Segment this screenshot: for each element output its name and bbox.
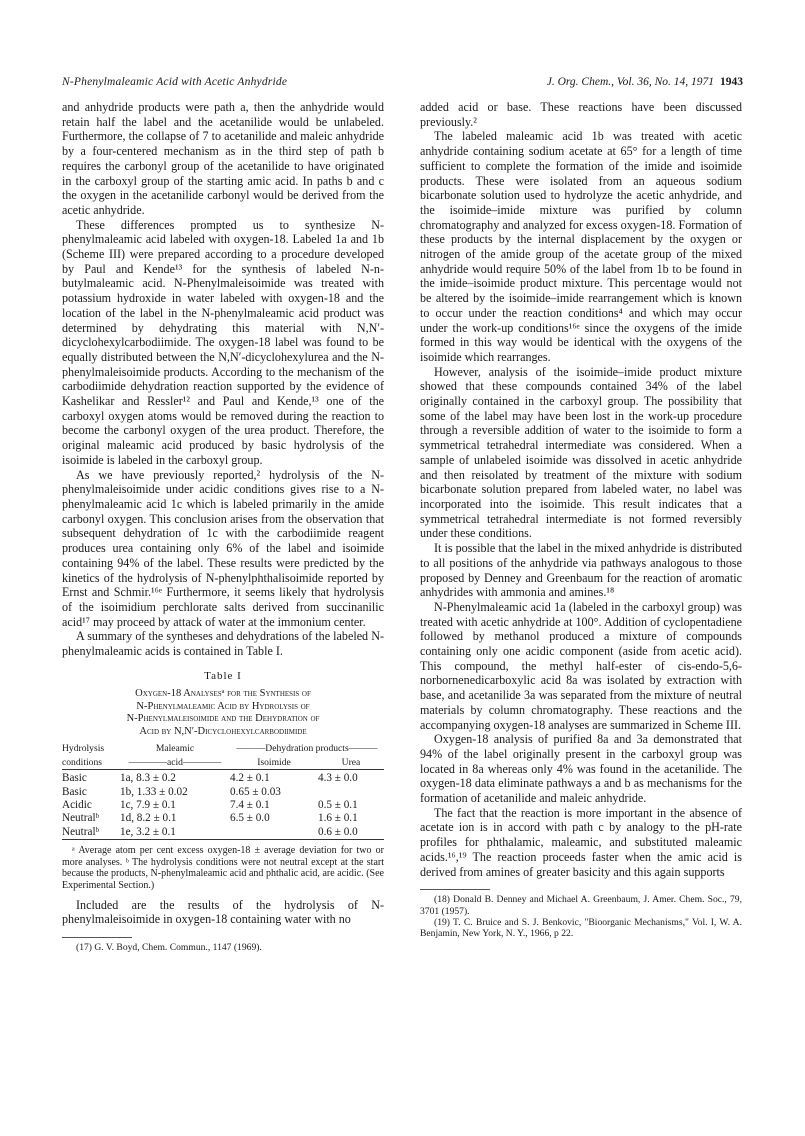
table-1 [62,669,384,892]
footnote-divider [62,937,132,938]
table-row: Neutralᵇ 1d, 8.2 ± 0.1 6.5 ± 0.0 1.6 ± 0.1 [62,812,358,825]
paragraph: It is possible that the label in the mixed anhydride is distributed to all positions of the anhydride via pathways analogous to those proposed by Denney and Greenbaum for the reaction of aromatic anhydrides with ammonia and amines.¹⁸ [420,541,742,600]
footnote: (18) Donald B. Denney and Michael A. Greenbaum, J. Amer. Chem. Soc., 79, 3701 (1957). [420,894,742,917]
paragraph: These differences prompted us to synthesize N-phenylmaleamic acid labeled with oxygen-18. Labeled 1a and 1b (Scheme III) were prepared according to a procedure developed by Paul and Kende¹³ for the synthesis of labeled N-n-butylmaleamic acid. N-Phenylmaleisoimide was treated with potassium hydroxide in water labeled with oxygen-18 and the location of the label in the N-phenylmaleamic acid product was determined by dehydrating this material with N,N′-dicyclohexylcarbodiimide. The oxygen-18 label was found to be equally distributed between the N,N′-dicyclohexylurea and the N-phenylmaleisoimide products. According to the mechanism of the carbodiimide dehydration reaction supported by the evidence of Kashelikar and Ressler¹² and Paul and Kende,¹³ one of the carboxyl oxygen atoms would be removed during the reaction to become the carbonyl oxygen of the urea product. Therefore, the original maleamic acid produced by basic hydrolysis of the isoimide is labeled in the carboxyl group. [62,217,384,467]
paragraph: A summary of the syntheses and dehydrations of the labeled N-phenylmaleamic acids is contained in Table I. [62,629,384,659]
table-row: Basic 1b, 1.33 ± 0.02 0.65 ± 0.03 [62,785,281,798]
running-title: N-Phenylmaleamic Acid with Acetic Anhydride [62,76,288,88]
table-header-cell: Hydrolysis [62,743,105,755]
table-header-cell: Isoimide [257,756,291,768]
footnote: (17) G. V. Boyd, Chem. Commun., 1147 (1969). [76,942,262,954]
table-header-row [62,756,384,770]
footnote: (19) T. C. Bruice and S. J. Benkovic, "Bioorganic Mechanisms," Vol. I, W. A. Benjamin, New York, N. Y., 1966, p 22. [420,917,742,940]
table-title: Table I [204,669,242,682]
table-caption: Oxygen-18 Analysesᵃ for the Synthesis of N-Phenylmaleamic Acid by Hydrolysis of N-Phenylmaleisoimide and the Dehydration of Acid by N,N′-Dicyclohexylcarbodiimide [126,688,320,737]
table-data [62,742,384,842]
table-notes: ᵃ Average atom per cent excess oxygen-18 ± average deviation for two or more analyses. ᵇ The hydrolysis conditions were not neutral except at the start because the products, N-phenylmaleamic acid and phthalic acid, are acidic. (See Experimental Section.) [62,845,384,892]
table-header-row [62,742,384,755]
running-header [62,76,743,94]
table-row: Neutralᵇ 1e, 3.2 ± 0.1 0.6 ± 0.0 [62,825,358,838]
left-column [62,100,384,953]
table-header-cell: Urea [341,756,361,768]
page-number: 1943 [720,76,743,88]
table-header-cell: ———Dehydration products——— [236,743,378,755]
right-column [420,100,742,940]
table-header-cell: ————acid———— [128,756,222,768]
paragraph: N-Phenylmaleamic acid 1a (labeled in the carboxyl group) was treated with acetic anhydride at 100°. Addition of cyclopentadiene followed by methanol produced a mixture of compounds containing only one acidic component (aside from acetic acid). This compound, the methyl half-ester of cis-endo-5,6-norbornenedicarboxylic acid 8a was isolated by extraction with base, and acetanilide 3a was separated from the mixture of neutral materials by column chromatography. These reactions and the accompanying oxygen-18 analyses are summarized in Scheme III. [420,599,742,732]
table-row: Basic 1a, 8.3 ± 0.2 4.2 ± 0.1 4.3 ± 0.0 [62,772,358,785]
paragraph: As we have previously reported,² hydrolysis of the N-phenylmaleisoimide under acidic conditions gives rise to a N-phenylmaleamic acid 1c which is labeled primarily in the amide carbonyl oxygen. This conclusion arises from the observation that subsequent dehydration of 1c with the carbodiimide reagent produces urea containing only 6% of the label and isoimide containing 94% of the label. These results were predicted by the kinetics of the hydrolysis of N-phenylphthalisoimide reported by Ernst and Schmir.¹⁶ᵉ Furthermore, it seems likely that hydrolysis of the isoimidium perchlorate salts derived from succinanilic acid¹⁷ may proceed by attack of water at the immonium center. [62,467,384,629]
table-header-cell: conditions [62,756,102,768]
journal-citation: J. Org. Chem., Vol. 36, No. 14, 1971 1943 [546,76,743,88]
paragraph: and anhydride products were path a, then the anhydride would retain half the label and the acetanilide would be unlabeled. Furthermore, the collapse of 7 to acetanilide and maleic anhydride by a four-centered mechanism as in the third step of path b requires the carbonyl group of the acetanilide to have originated in the carboxyl group of the starting amic acid. In paths b and c the oxygen in the acetanilide carbonyl would be derived from the acetic anhydride. [62,100,384,217]
paragraph: Oxygen-18 analysis of purified 8a and 3a demonstrated that 94% of the label originally present in the carboxyl group was located in 8a whereas only 4% was found in the acetanilide. The oxygen-18 data eliminate pathways a and b as mechanisms for the formation of acetanilide and maleic anhydride. [420,732,742,806]
footnote-divider [420,889,490,890]
paragraph: added acid or base. These reactions have been discussed previously.² [420,100,742,129]
paragraph: Included are the results of the hydrolysis of N-phenylmaleisoimide in oxygen-18 containing water with no [62,897,384,927]
paragraph: The fact that the reaction is more important in the absence of acetate ion is in accord with path c by analogy to the pH-rate profiles for phthalamic, maleamic, and substituted maleamic acids.¹⁶,¹⁹ The reaction proceeds faster when the amic acid is derived from amines of greater basicity and this again supports [420,805,742,879]
paragraph: However, analysis of the isoimide–imide product mixture showed that these compounds contained 34% of the label originally contained in the carboxyl group. The possibility that some of the label may have been lost in the work-up procedure through a reversible addition of water to the isoimide to form a symmetrical tetrahedral intermediate was considered. When a sample of unlabeled isoimide was dissolved in acetic anhydride and then reisolated by treatment of the mixture with sodium bicarbonate solution prepared from labeled water, no label was incorporated into the isoimide. This result indicates that a symmetrical tetrahedral intermediate is not formed reversibly under these conditions. [420,364,742,541]
table-row: Acidic 1c, 7.9 ± 0.1 7.4 ± 0.1 0.5 ± 0.1 [62,799,358,812]
paragraph: The labeled maleamic acid 1b was treated with acetic anhydride containing sodium acetate at 65° for a length of time sufficient to complete the formation of the imide and isoimide products. These were isolated from an aqueous sodium bicarbonate solution used to hydrolyze the acetic anhydride, and the isoimide–imide mixture was purified by column chromatography and analyzed for excess oxygen-18. Formation of these products by the internal displacement by the oxygen or nitrogen of the amide group of the acetate group of the mixed anhydride would require 50% of the label from 1b to be found in the imide–isoimide product mixture. This percentage would not be altered by the isoimide–imide rearrangement which is known to occur under the reaction conditions⁴ and which may occur under the work-up conditions¹⁶ᵉ since the oxygens of the imide formed in this way would be identical with the oxygens of the isoimide which rearranges. [420,129,742,364]
table-header-cell: Maleamic [155,743,195,755]
